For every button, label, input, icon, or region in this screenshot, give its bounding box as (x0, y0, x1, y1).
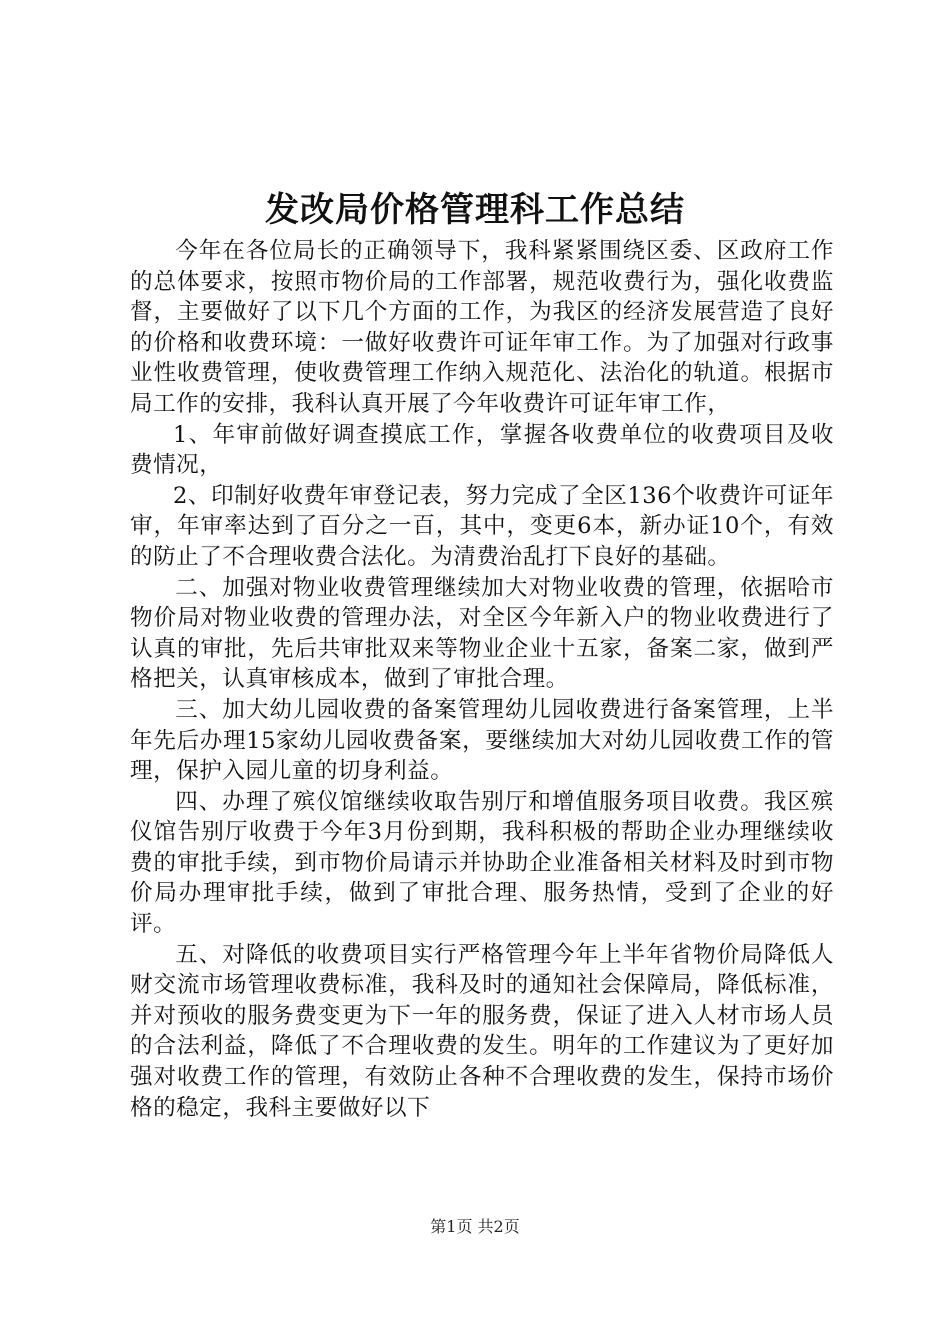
paragraph-item-1: 1、年审前做好调查摸底工作，掌握各收费单位的收费项目及收费情况， (130, 421, 834, 479)
paragraph-section-5: 五、对降低的收费项目实行严格管理今年上半年省物价局降低人财交流市场管理收费标准，我科及时的通知社会保障局，降低标准，并对预收的服务费变更为下一年的服务费，保证了进入人材市场人员的合法利益，降低了不合理收费的发生。明年的工作建议为了更好加强对收费工作的管理，有效防止各种不合理收费的发生，保持市场价格的稳定，我科主要做好以下 (130, 941, 834, 1121)
paragraph-item-2: 2、印制好收费年审登记表，努力完成了全区136个收费许可证年审，年审率达到了百分之一百，其中，变更6本，新办证10个，有效的防止了不合理收费合法化。为清费治乱打下良好的基础。 (130, 482, 834, 570)
document-body (130, 236, 834, 1123)
paragraph-section-3: 三、加大幼儿园收费的备案管理幼儿园收费进行备案管理，上半年先后办理15家幼儿园收费备案，要继续加大对幼儿园收费工作的管理，保护入园儿童的切身利益。 (130, 696, 834, 785)
paragraph-section-4: 四、办理了殡仪馆继续收取告别厅和增值服务项目收费。我区殡仪馆告别厅收费于今年3月份到期，我科积极的帮助企业办理继续收费的审批手续，到市物价局请示并协助企业准备相关材料及时到市物价局办理审批手续，做到了审批合理、服务热情，受到了企业的好评。 (130, 788, 834, 938)
page-footer: 第1页 共2页 (430, 1217, 520, 1236)
paragraph-section-2: 二、加强对物业收费管理继续加大对物业收费的管理，依据哈市物价局对物业收费的管理办法，对全区今年新入户的物业收费进行了认真的审批，先后共审批双来等物业企业十五家，备案二家，做到严格把关，认真审核成本，做到了审批合理。 (130, 574, 834, 693)
document-title: 发改局价格管理科工作总结 (265, 190, 685, 230)
paragraph-intro: 今年在各位局长的正确领导下，我科紧紧围绕区委、区政府工作的总体要求，按照市物价局的工作部署，规范收费行为，强化收费监督，主要做好了以下几个方面的工作，为我区的经济发展营造了良好的价格和收费环境：一做好收费许可证年审工作。为了加强对行政事业性收费管理，使收费管理工作纳入规范化、法治化的轨道。根据市局工作的安排，我科认真开展了今年收费许可证年审工作， (130, 238, 834, 417)
